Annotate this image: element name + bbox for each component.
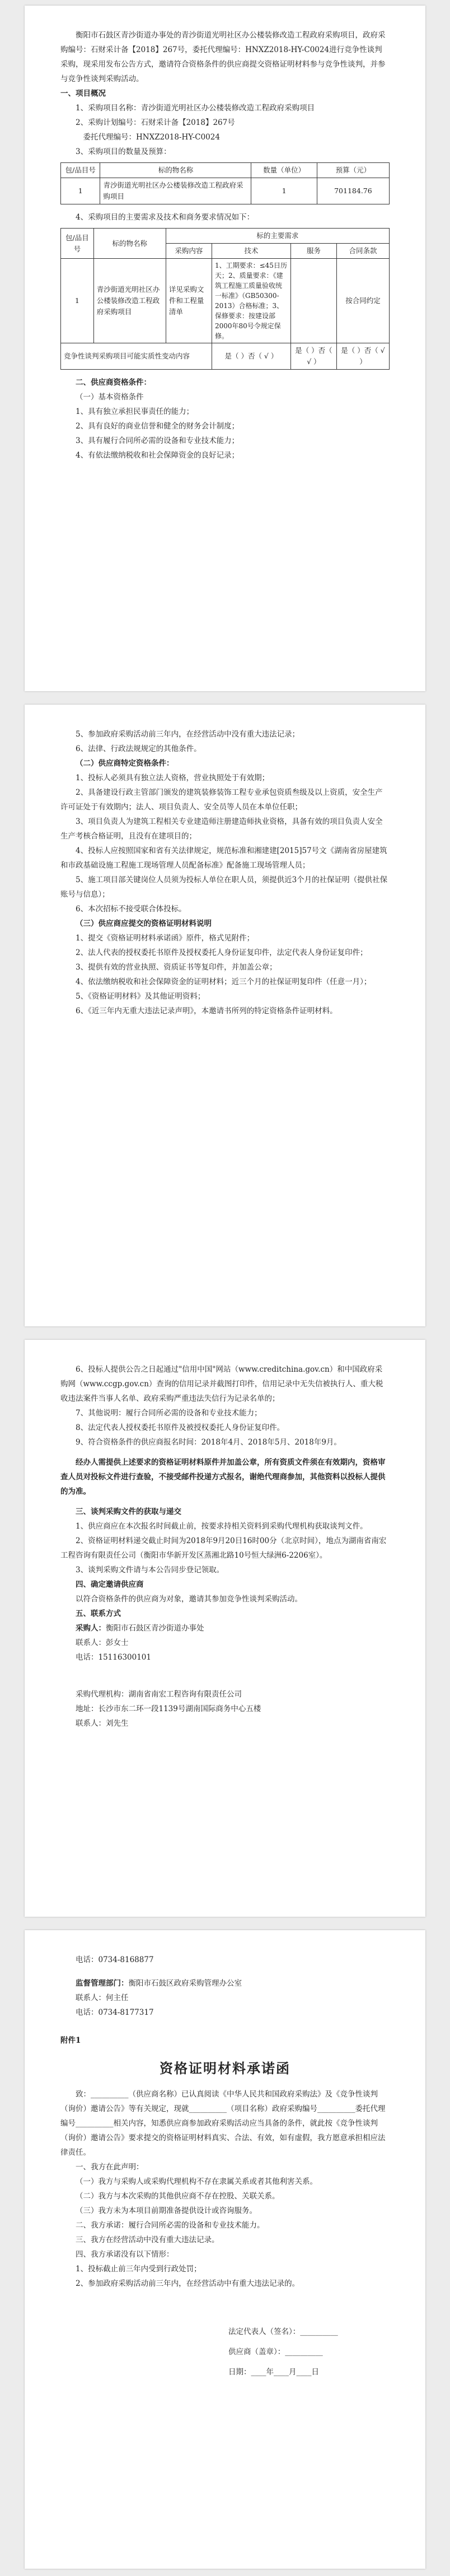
subsection-heading: （一）基本资格条件 xyxy=(76,393,144,402)
letter-paragraph: 致：__________（供应商名称）已认真阅读《中华人民共和国政府采购法》及《竞争性谈判（询价）邀请公告》等有关规定，现就__________（项目名称）政府采购编号__________委托代理编号__________相关内容，知悉供应商参加政府采购活动应当具备的条件，就此按《竞争性谈判（询价）邀请公告》要求提交的资格证明材料真实、合法、有效，如有虚假，我方愿意承担相应法律责任。 xyxy=(60,2090,386,2157)
paragraph: 以符合资格条件的供应商为对象，邀请其参加竞争性谈判采购活动。 xyxy=(76,1595,302,1604)
requirements-table xyxy=(60,228,390,370)
list-item: 3、提供有效的营业执照、资质证书等复印件，并加盖公章； xyxy=(76,963,277,972)
list-item: 2、法人代表的授权委托书原件及授权委托人身份证复印件，法定代表人身份证复印件； xyxy=(76,948,368,957)
table-cell: 青沙街道光明社区办公楼装修改造工程政府采购项目 xyxy=(93,259,166,343)
buyer-name: 衡阳市石鼓区青沙街道办事处 xyxy=(106,1624,204,1633)
list-item: 5、参加政府采购活动前三年内，在经营活动中没有重大违法记录； xyxy=(76,730,300,739)
agent-label: 采购代理机构： xyxy=(76,1690,129,1699)
bold-note: 经办人需提供上述要求的资格证明材料原件并加盖公章，所有资质文件须在有效期内，资格审查人员对投标文件进行查验，不接受邮件投递方式报名，谢绝代理商参加，其他资料以投标人提供的为准。 xyxy=(60,1458,386,1496)
buyer-line xyxy=(60,1621,390,1636)
table-row xyxy=(61,259,390,343)
table-header: 标的物名称 xyxy=(100,163,251,178)
list-item: 3、谈判采购文件请与本公告同步登记领取。 xyxy=(76,1566,224,1575)
buyer-phone: 电话：15116300101 xyxy=(76,1653,151,1662)
table-header: 包/品目号 xyxy=(61,163,100,178)
table-cell: 701184.76 xyxy=(317,178,389,204)
document-page-1 xyxy=(25,6,425,691)
letter-line: （二）我方与本次采购的其他供应商不存在控股、关联关系。 xyxy=(76,2192,280,2201)
section-heading: 四、确定邀请供应商 xyxy=(76,1580,144,1589)
buyer-contact: 联系人：彭女士 xyxy=(76,1638,129,1647)
letter-line: 1、投标截止前三年内受到行政处罚； xyxy=(76,2265,201,2274)
table-row xyxy=(61,178,390,204)
intro-paragraph: 衡阳市石鼓区青沙街道办事处的青沙街道光明社区办公楼装修改造工程政府采购项目，政府采购编号：石财采计备【2018】267号，委托代理编号：HNXZ2018-HY-C0024进行竞争性谈判采购，现采用发布公告方式，邀请符合资格条件的供应商提交资格证明材料参与竞争性谈判，并参与竞争性谈判采购活动。 xyxy=(60,31,386,83)
letter-line: 三、我方在经营活动中没有重大违法记录。 xyxy=(76,2235,219,2244)
section-heading: 五、联系方式 xyxy=(76,1609,121,1618)
list-item: 3、具有履行合同所必需的设备和专业技术能力； xyxy=(76,436,240,445)
supervisor-phone: 电话：0734-8177317 xyxy=(76,2008,154,2017)
table-cell: 是（ ）否（ √ ） xyxy=(337,343,390,370)
table-header: 预算（元） xyxy=(317,163,389,178)
list-item: 2、具有良好的商业信誉和健全的财务会计制度； xyxy=(76,422,240,431)
list-item: 5、施工项目部关键岗位人员须为投标人单位在职人员，须提供近3个月的社保证明（提供社保账号与信息）； xyxy=(60,875,388,899)
buyer-label: 采购人： xyxy=(76,1624,106,1633)
table-cell: 1 xyxy=(61,178,100,204)
subsection-heading: （二）供应商特定资格条件： xyxy=(76,759,174,768)
letter-line: 二、我方承诺：履行合同所必需的设备和专业技术能力。 xyxy=(76,2221,265,2230)
agent-address: 地址：长沙市东二环一段1139号湖南国际商务中心五楼 xyxy=(76,1704,261,1713)
list-item: 1、提交《资格证明材料承诺函》原件，格式见附件； xyxy=(76,934,255,943)
document-page-4 xyxy=(25,1930,425,2569)
agent-number: 委托代理编号：HNXZ2018-HY-C0024 xyxy=(83,133,220,142)
section-heading: 二、供应商资格条件： xyxy=(76,378,151,387)
supervisor-contact: 联系人：何主任 xyxy=(76,1993,129,2002)
list-item: 1、具有独立承担民事责任的能力； xyxy=(76,407,194,416)
letter-title: 资格证明材料承诺函 xyxy=(160,2060,290,2076)
list-item: 6、投标人提供公告之日起通过"信用中国"网站（www.creditchina.gov.cn）和中国政府采购网（www.ccgp.gov.cn）查询的信用记录并截图打印件，信用记录中无失信被执行人、重大税收违法案件当事人名单、政府采购严重违法失信行为记录名单的； xyxy=(60,1365,383,1403)
list-item: 2、具备建设行政主管部门颁发的建筑装修装饰工程专业承包资质叁级及以上资质，安全生产许可证处于有效期内；法人、项目负责人、安全员等人员在本单位任职； xyxy=(60,788,383,812)
table-cell: 详见采购文件和工程量清单 xyxy=(166,259,212,343)
list-item: 6、《近三年内无重大违法记录声明》，本邀请书所列的特定资格条件证明材料。 xyxy=(76,1007,337,1016)
list-item: 1、投标人必须具有独立法人资格，营业执照处于有效期； xyxy=(76,774,270,782)
table-header: 标的主要需求 xyxy=(166,229,389,244)
seal-line: 供应商（盖章）：__________ xyxy=(228,2347,323,2356)
agent-contact: 联系人：刘先生 xyxy=(76,1719,129,1728)
table-row xyxy=(61,343,390,370)
table-cell: 1 xyxy=(61,259,94,343)
agent-phone: 电话：0734-8168877 xyxy=(76,1955,154,1964)
annex-label: 附件1 xyxy=(60,2036,81,2045)
list-item: 4、投标人应按照国家和省有关法律规定，规范标准和湘建建[2015]57号文《湖南省房屋建筑和市政基础设施工程施工现场管理人员配备标准》配备施工现场管理人员； xyxy=(60,846,387,870)
table-cell: 竞争性谈判采购项目可能实质性变动内容 xyxy=(61,343,212,370)
date-line: 日期：____年____月____日 xyxy=(228,2368,319,2377)
table-cell: 按合同约定 xyxy=(337,259,390,343)
list-item: 1、供应商应在本次报名时间截止前，按要求持相关资料到采购代理机构获取谈判文件。 xyxy=(76,1522,368,1531)
table-header: 合同条款 xyxy=(337,244,390,259)
list-item: 8、法定代表人授权委托书原件及被授权委托人身份证复印件。 xyxy=(76,1423,285,1432)
table-header: 标的物名称 xyxy=(93,229,166,259)
supervisor-line xyxy=(60,1976,390,1991)
list-item: 4、有依法缴纳税收和社会保障资金的良好记录； xyxy=(76,451,240,460)
supervisor-label: 监督管理部门： xyxy=(76,1979,129,1988)
list-item: 2、资格证明材料递交截止时间为2018年9月20日16时00分（北京时间），地点为湖南省南宏工程咨询有限责任公司（衡阳市华新开发区蒸湘北路10号恒大绿洲6-2206室）。 xyxy=(60,1536,387,1560)
table-header: 技术 xyxy=(212,244,290,259)
letter-line: （三）我方未为本项目前期准备提供设计或咨询服务。 xyxy=(76,2206,257,2215)
list-item: 3、项目负责人为建筑工程相关专业建造师注册建造师执业资格，具备有效的项目负责人安全生产考核合格证明，且没有在建项目的； xyxy=(60,817,383,841)
section-heading: 一、项目概况 xyxy=(60,89,106,98)
agent-line xyxy=(60,1687,390,1702)
list-item: 6、本次招标不接受联合体投标。 xyxy=(76,905,186,914)
table-header: 采购内容 xyxy=(166,244,212,259)
table-cell: 1 xyxy=(251,178,317,204)
table-cell: 青沙街道光明社区办公楼装修改造工程政府采购项目 xyxy=(100,178,251,204)
signature-line: 法定代表人（签名）：__________ xyxy=(228,2327,338,2336)
registration-dates: 9、符合资格条件的供应商报名时间：2018年4月、2018年5月、2018年9月。 xyxy=(76,1438,341,1447)
quantity-heading: 3、采购项目的数量及预算： xyxy=(76,147,171,156)
subsection-heading: （三）供应商应提交的资格证明材料说明 xyxy=(76,919,212,928)
supervisor-name: 衡阳市石鼓区政府采购管理办公室 xyxy=(128,1979,242,1988)
budget-table xyxy=(60,162,390,204)
table-cell: 是（ ）否（ √ ） xyxy=(290,343,336,370)
letter-line: 2、参加政府采购活动前三年内，在经营活动中有重大违法记录的。 xyxy=(76,2279,300,2288)
requirements-heading: 4、采购项目的主要需求及技术和商务要求情况如下： xyxy=(76,213,255,222)
agent-name: 湖南省南宏工程咨询有限责任公司 xyxy=(128,1690,242,1699)
table-header: 服务 xyxy=(290,244,336,259)
list-item: 5、《资格证明材料》及其他证明资料； xyxy=(76,992,205,1001)
list-item: 4、依法缴纳税收和社会保障资金的证明材料；近三个月的社保证明复印件（任意一月）； xyxy=(76,977,372,986)
letter-line: 四、我方承诺没有以下情形： xyxy=(76,2250,174,2259)
table-header: 数量（单位） xyxy=(251,163,317,178)
letter-line: （一）我方与采购人或采购代理机构不存在隶属关系或者其他利害关系。 xyxy=(76,2177,317,2186)
section-heading: 三、谈判采购文件的获取与递交 xyxy=(76,1507,181,1516)
project-name: 1、采购项目名称：青沙街道光明社区办公楼装修改造工程政府采购项目 xyxy=(76,104,315,113)
document-page-3 xyxy=(25,1340,425,1917)
plan-number: 2、采购计划编号：石财采计备【2018】267号 xyxy=(76,118,235,127)
letter-line: 一、我方在此声明： xyxy=(76,2163,144,2172)
list-item: 7、其他说明：履行合同所必需的设备和专业技术能力； xyxy=(76,1409,262,1418)
table-cell: 是（ ）否（ √ ） xyxy=(212,343,290,370)
table-header: 包/品目号 xyxy=(61,229,94,259)
table-cell xyxy=(290,259,336,343)
table-cell: 1、工期要求：≤45日历天；2、质量要求：《建筑工程施工质量验收统一标准》（GB50300-2013）合格标准；3、保修要求：按建设部2000年80号令规定保修。 xyxy=(212,259,290,343)
list-item: 6、法律、行政法规规定的其他条件。 xyxy=(76,744,201,753)
document-page-2 xyxy=(25,705,425,1326)
